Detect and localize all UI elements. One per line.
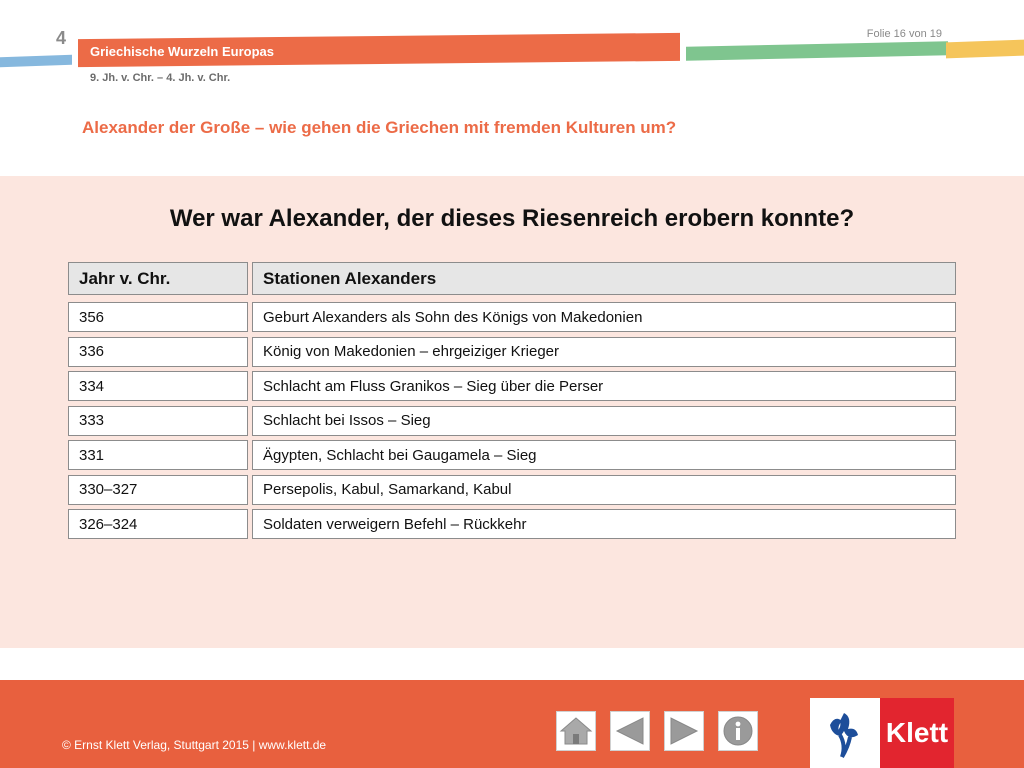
station-cell: Schlacht am Fluss Granikos – Sieg über die Perser [252, 371, 956, 401]
copyright-text: © Ernst Klett Verlag, Stuttgart 2015 | www.klett.de [62, 738, 327, 752]
arrow-right-icon [667, 715, 701, 747]
decor-band-yellow [946, 40, 1024, 59]
year-cell: 331 [68, 440, 248, 470]
stations-table [68, 262, 956, 544]
home-button[interactable] [556, 711, 596, 751]
station-cell: Persepolis, Kabul, Samarkand, Kabul [252, 475, 956, 505]
year-cell: 330–327 [68, 475, 248, 505]
station-cell: Ägypten, Schlacht bei Gaugamela – Sieg [252, 440, 956, 470]
table-row [68, 406, 956, 438]
year-cell: 334 [68, 371, 248, 401]
year-cell: 326–324 [68, 509, 248, 539]
period-label: 9. Jh. v. Chr. – 4. Jh. v. Chr. [90, 72, 231, 84]
home-icon [559, 715, 593, 747]
decor-band-green [686, 41, 948, 60]
slide-counter: Folie 16 von 19 [866, 28, 942, 40]
table-row [68, 337, 956, 369]
station-cell: Geburt Alexanders als Sohn des Königs von Makedonien [252, 302, 956, 332]
table-header-row [68, 262, 956, 297]
klett-emblem-icon [810, 698, 880, 768]
slide-subtitle: Alexander der Große – wie gehen die Griechen mit fremden Kulturen um? [82, 118, 677, 137]
station-cell: König von Makedonien – ehrgeiziger Krieger [252, 337, 956, 367]
table-row [68, 371, 956, 403]
logo-wordmark: Klett [880, 698, 954, 768]
table-row [68, 509, 956, 541]
year-cell: 336 [68, 337, 248, 367]
year-cell: 356 [68, 302, 248, 332]
decor-band-blue [0, 55, 72, 68]
chapter-title: Griechische Wurzeln Europas [90, 44, 274, 59]
table-row [68, 440, 956, 472]
table-row [68, 475, 956, 507]
info-icon [721, 714, 755, 748]
station-cell: Schlacht bei Issos – Sieg [252, 406, 956, 436]
next-slide-button[interactable] [664, 711, 704, 751]
table-row [68, 302, 956, 334]
column-header-stations: Stationen Alexanders [252, 262, 956, 295]
year-cell: 333 [68, 406, 248, 436]
chapter-number: 4 [56, 28, 67, 48]
column-header-year: Jahr v. Chr. [68, 262, 248, 295]
info-button[interactable] [718, 711, 758, 751]
klett-logo [810, 698, 954, 768]
page-title: Wer war Alexander, der dieses Riesenreich erobern konnte? [169, 205, 855, 232]
previous-slide-button[interactable] [610, 711, 650, 751]
arrow-left-icon [613, 715, 647, 747]
station-cell: Soldaten verweigern Befehl – Rückkehr [252, 509, 956, 539]
